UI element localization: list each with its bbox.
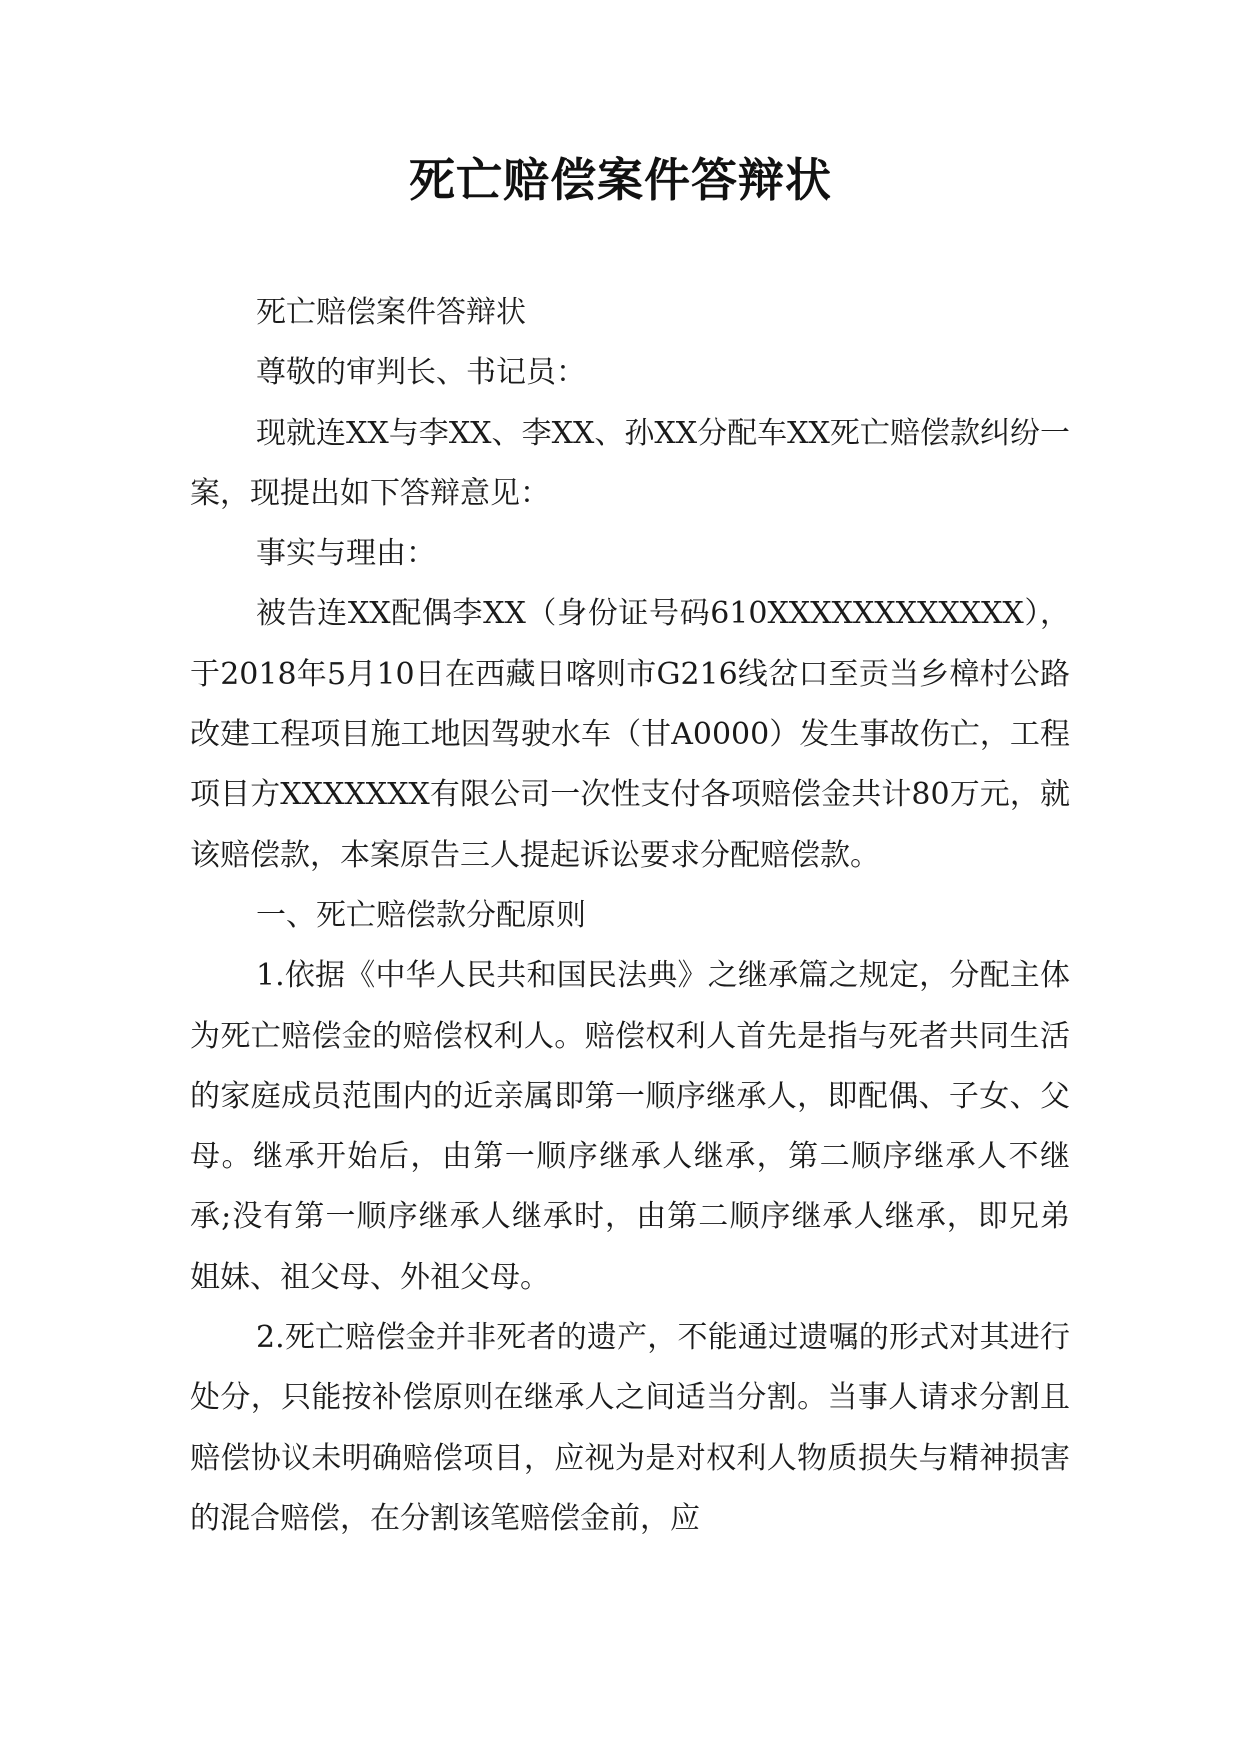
paragraph-section-one-heading: 一、死亡赔偿款分配原则 [256, 897, 586, 933]
document-body [190, 283, 1070, 1549]
paragraph-facts-heading: 事实与理由： [256, 536, 436, 572]
paragraph-salutation: 尊敬的审判长、书记员： [256, 355, 586, 391]
paragraph-facts: 被告连XX配偶李XX（身份证号码610XXXXXXXXXXXX），于2018年5月10日在西藏日喀则市G216线岔口至贡当乡樟村公路改建工程项目施工地因驾驶水车（甘A0000）发生事故伤亡，工程项目方XXXXXXX有限公司一次性支付各项赔偿金共计80万元，就该赔偿款，本案原告三人提起诉讼要求分配赔偿款。 [190, 596, 1070, 873]
paragraph-heading: 死亡赔偿案件答辩状 [256, 295, 526, 330]
document-title: 死亡赔偿案件答辩状 [409, 153, 832, 207]
paragraph-item-two: 2.死亡赔偿金并非死者的遗产，不能通过遗嘱的形式对其进行处分，只能按补偿原则在继承人之间适当分割。当事人请求分割且赔偿协议未明确赔偿项目，应视为是对权利人物质损失与精神损害的混合赔偿，在分割该笔赔偿金前，应 [190, 1320, 1070, 1536]
paragraph-introduction: 现就连XX与李XX、李XX、孙XX分配车XX死亡赔偿款纠纷一案，现提出如下答辩意见： [190, 415, 1070, 511]
paragraph-item-one: 1.依据《中华人民共和国民法典》之继承篇之规定，分配主体为死亡赔偿金的赔偿权利人。赔偿权利人首先是指与死者共同生活的家庭成员范围内的近亲属即第一顺序继承人，即配偶、子女、父母。继承开始后，由第一顺序继承人继承，第二顺序继承人不继承;没有第一顺序继承人继承时，由第二顺序继承人继承，即兄弟姐妹、祖父母、外祖父母。 [190, 958, 1070, 1295]
